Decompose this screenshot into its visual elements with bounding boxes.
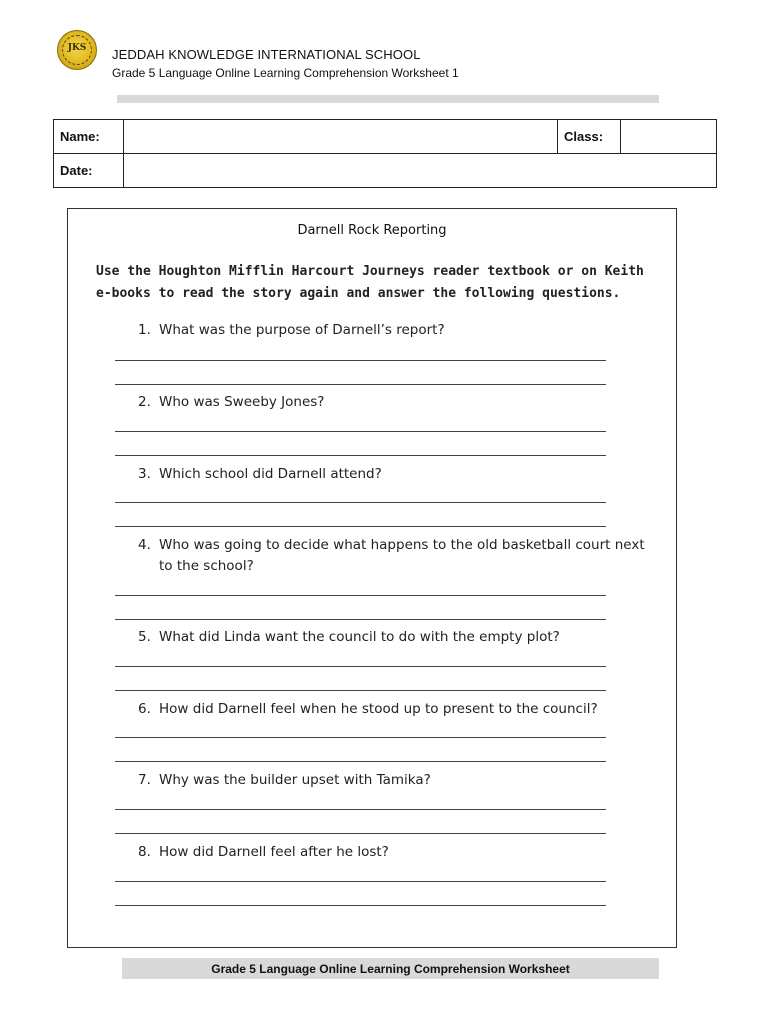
- question-number: 7.: [138, 772, 151, 788]
- worksheet-box: [67, 208, 677, 948]
- answer-line[interactable]: [115, 761, 606, 762]
- answer-line[interactable]: [115, 737, 606, 738]
- answer-line[interactable]: [115, 905, 606, 906]
- date-field[interactable]: [124, 154, 717, 188]
- school-name: JEDDAH KNOWLEDGE INTERNATIONAL SCHOOL: [112, 47, 421, 62]
- date-row: [54, 154, 717, 188]
- answer-line[interactable]: [115, 881, 606, 882]
- question-4: [138, 535, 658, 577]
- answer-line[interactable]: [115, 526, 606, 527]
- name-field[interactable]: [124, 120, 558, 154]
- name-label: Name:: [54, 120, 124, 154]
- question-text: What was the purpose of Darnell’s report?: [159, 322, 445, 338]
- question-text: How did Darnell feel when he stood up to present to the council?: [159, 701, 598, 717]
- question-6: [138, 699, 658, 720]
- question-5: [138, 627, 658, 648]
- story-title: Darnell Rock Reporting: [297, 223, 447, 238]
- question-1: [138, 320, 658, 341]
- question-number: 4.: [138, 537, 151, 553]
- answer-line[interactable]: [115, 666, 606, 667]
- answer-line[interactable]: [115, 809, 606, 810]
- answer-line[interactable]: [115, 360, 606, 361]
- question-number: 2.: [138, 394, 151, 410]
- logo-text: JKS: [67, 43, 87, 53]
- school-logo: [57, 30, 97, 70]
- question-3: [138, 464, 658, 485]
- question-number: 6.: [138, 701, 151, 717]
- answer-line[interactable]: [115, 833, 606, 834]
- question-7: [138, 770, 658, 791]
- question-number: 1.: [138, 322, 151, 338]
- question-number: 5.: [138, 629, 151, 645]
- class-field[interactable]: [621, 120, 717, 154]
- answer-line[interactable]: [115, 384, 606, 385]
- question-text: Who was Sweeby Jones?: [159, 394, 325, 410]
- question-text: Why was the builder upset with Tamika?: [159, 772, 431, 788]
- question-2: [138, 392, 658, 413]
- answer-line[interactable]: [115, 431, 606, 432]
- answer-line[interactable]: [115, 595, 606, 596]
- student-info-table: [53, 119, 717, 188]
- question-number: 8.: [138, 844, 151, 860]
- answer-line[interactable]: [115, 502, 606, 503]
- answer-line[interactable]: [115, 690, 606, 691]
- answer-line[interactable]: [115, 455, 606, 456]
- header-divider-bar: [117, 95, 659, 103]
- footer-bar: [122, 958, 659, 979]
- question-text: How did Darnell feel after he lost?: [159, 844, 389, 860]
- question-8: [138, 842, 658, 863]
- instructions: Use the Houghton Mifflin Harcourt Journeys reader textbook or on Keith e-books to read the story again and answer the following questions.: [96, 264, 644, 301]
- question-text: Who was going to decide what happens to the old basketball court next to the school?: [159, 537, 645, 574]
- worksheet-subtitle: Grade 5 Language Online Learning Comprehension Worksheet 1: [112, 66, 459, 80]
- question-text: Which school did Darnell attend?: [159, 466, 382, 482]
- question-number: 3.: [138, 466, 151, 482]
- date-label: Date:: [54, 154, 124, 188]
- answer-line[interactable]: [115, 619, 606, 620]
- question-text: What did Linda want the council to do with the empty plot?: [159, 629, 560, 645]
- name-row: [54, 120, 717, 154]
- class-label: Class:: [558, 120, 621, 154]
- footer-text: Grade 5 Language Online Learning Comprehension Worksheet: [211, 962, 570, 976]
